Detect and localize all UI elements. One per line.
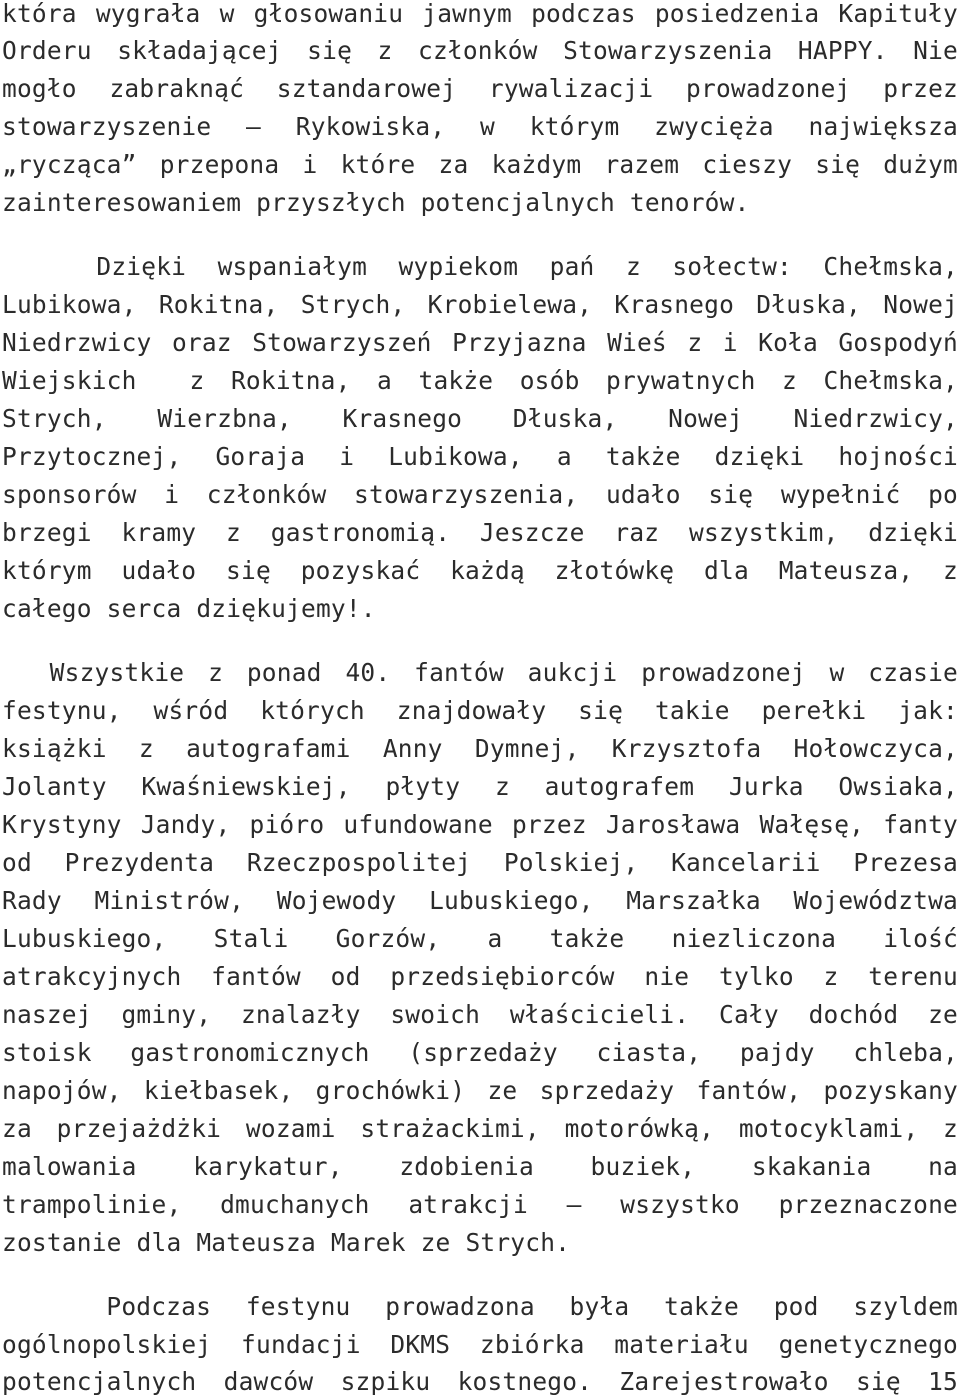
- text-line: malowania karykatur, zdobienia buziek, skakania na: [2, 1152, 958, 1181]
- text-line: całego serca dziękujemy!.: [2, 594, 376, 623]
- text-line: stoisk gastronomicznych (sprzedaży ciasta, pajdy chleba,: [2, 1038, 958, 1067]
- text-line: atrakcyjnych fantów od przedsiębiorców nie tylko z terenu: [2, 962, 958, 991]
- text-line: Dzięki wspaniałym wypiekom pań z sołectw: Chełmska,: [2, 252, 958, 281]
- text-line: trampolinie, dmuchanych atrakcji – wszystko przeznaczone: [2, 1190, 958, 1219]
- text-line: która wygrała w głosowaniu jawnym podczas posiedzenia Kapituły: [2, 0, 958, 28]
- text-line: od Prezydenta Rzeczpospolitej Polskiej, Kancelarii Prezesa: [2, 848, 958, 877]
- text-line: Rady Ministrów, Wojewody Lubuskiego, Marszałka Województwa: [2, 886, 958, 915]
- text-line: Jolanty Kwaśniewskiej, płyty z autografem Jurka Owsiaka,: [2, 772, 958, 801]
- text-line: książki z autografami Anny Dymnej, Krzysztofa Hołowczyca,: [2, 734, 958, 763]
- text-line: naszej gminy, znalazły swoich właścicieli. Cały dochód ze: [2, 1000, 958, 1029]
- text-line: stowarzyszenie – Rykowiska, w którym zwycięża największa: [2, 112, 958, 141]
- text-line: Wszystkie z ponad 40. fantów aukcji prowadzonej w czasie: [2, 658, 958, 687]
- text-line: Strych, Wierzbna, Krasnego Dłuska, Nowej Niedrzwicy,: [2, 404, 958, 433]
- text-line: Orderu składającej się z członków Stowarzyszenia HAPPY. Nie: [2, 36, 958, 65]
- text-line: Wiejskich z Rokitna, a także osób prywatnych z Chełmska,: [2, 366, 958, 395]
- text-line: za przejażdżki wozami strażackimi, motorówką, motocyklami, z: [2, 1114, 958, 1143]
- text-line: festynu, wśród których znajdowały się takie perełki jak:: [2, 696, 958, 725]
- text-line: Niedrzwicy oraz Stowarzyszeń Przyjazna Wieś z i Koła Gospodyń: [2, 328, 958, 357]
- text-line: ogólnopolskiej fundacji DKMS zbiórka materiału genetycznego: [2, 1330, 958, 1359]
- text-line: mogło zabraknąć sztandarowej rywalizacji prowadzonej przez: [2, 74, 958, 103]
- text-line: sponsorów i członków stowarzyszenia, udało się wypełnić po: [2, 480, 958, 509]
- text-line: Krystyny Jandy, pióro ufundowane przez Jarosława Wałęsę, fanty: [2, 810, 958, 839]
- text-line: napojów, kiełbasek, grochówki) ze sprzedaży fantów, pozyskany: [2, 1076, 958, 1105]
- text-line: Lubuskiego, Stali Gorzów, a także niezliczona ilość: [2, 924, 958, 953]
- text-line: brzegi kramy z gastronomią. Jeszcze raz wszystkim, dzięki: [2, 518, 958, 547]
- text-line: którym udało się pozyskać każdą złotówkę dla Mateusza, z: [2, 556, 958, 585]
- text-line: Lubikowa, Rokitna, Strych, Krobielewa, Krasnego Dłuska, Nowej: [2, 290, 958, 319]
- text-line: potencjalnych dawców szpiku kostnego. Zarejestrowało się 15: [2, 1367, 958, 1396]
- text-line: Przytocznej, Goraja i Lubikowa, a także dzięki hojności: [2, 442, 958, 471]
- text-line: zainteresowaniem przyszłych potencjalnych tenorów.: [2, 188, 750, 217]
- text-line: Podczas festynu prowadzona była także pod szyldem: [2, 1292, 958, 1321]
- text-line: zostanie dla Mateusza Marek ze Strych.: [2, 1228, 571, 1257]
- text-line: „rycząca” przepona i które za każdym razem cieszy się dużym: [2, 150, 958, 179]
